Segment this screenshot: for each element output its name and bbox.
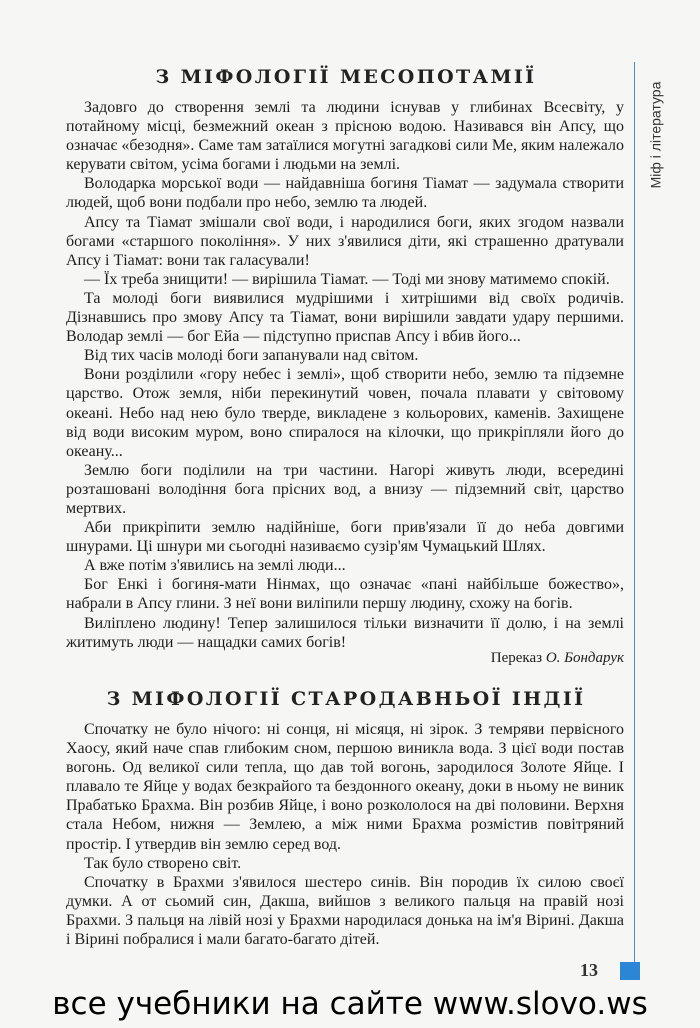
paragraph: Задовго до створення землі та людини існував у глибинах Всесвіту, у потайному місці, безмежний океан з прісною водою. Називався він Апсу, що означає «безодня». Саме там затаїлися могутні загадкові сили Ме, яким належало керувати світом, усіма богами і людьми на землі. <box>66 99 624 174</box>
page-marker <box>620 962 640 980</box>
retelling-credit <box>66 650 624 667</box>
paragraph: Бог Енкі і богиня-мати Нінмах, що означає «пані найбільше божество», набрали в Апсу глини. З неї вони виліпили першу людину, схожу на богів. <box>66 576 624 613</box>
page-number: 13 <box>580 960 598 980</box>
section-title-mesopotamia: З МІФОЛОГІЇ МЕСОПОТАМІЇ <box>155 66 537 88</box>
paragraph: Спочатку не було нічого: ні сонця, ні місяця, ні зірок. З темряви первісного Хаосу, який наче спав глибоким сном, першою виникла вода. З цієї води постав вогонь. Од великої сили тепла, що дав той вогонь, зародилося Золоте Яйце. І плавало те Яйце у водах безкрайого та бездонного океану, доки в ньому не виник Прабатько Брахма. Він розбив Яйце, і воно розкололося на дві половини. Верхня стала Небом, нижня — Землею, а між ними Брахма розмістив повітряний простір. І утвердив він землю серед вод. <box>66 721 624 853</box>
paragraph: Так було створено світ. <box>84 854 242 872</box>
paragraph: Від тих часів молоді боги запанували над світом. <box>84 347 419 365</box>
paragraph: Аби прикріпити землю надійніше, боги прив'язали її до неба довгими шнурами. Ці шнури ми сьогодні називаємо сузір'ям Чумацький Шлях. <box>66 519 624 556</box>
paragraph: Землю боги поділили на три частини. Нагорі живуть люди, всередині розташовані володіння бога прісних вод, а внизу — підземний світ, царство мертвих. <box>66 461 624 517</box>
paragraph: Вони розділили «гору небес і землі», щоб створити небо, землю та підземне царство. Отож земля, ніби перекинутий човен, почала плавати у світовому океані. Небо над нею було тверде, викладене з кольорових, каменів. Захищене від води високим муром, воно спиралося на кілочки, що прикріпляли його до океану... <box>66 366 624 460</box>
credit-author: О. Бондарук <box>545 650 624 666</box>
paragraph: — Їх треба знищити! — вирішила Тіамат. — Тоді ми знову матимемо спокій. <box>84 270 610 288</box>
footer-banner: все учебники на сайте www.slovo.ws <box>52 986 648 1022</box>
credit-prefix: Переказ <box>490 650 543 666</box>
paragraph: Виліплено людину! Тепер залишилося тільки визначити її долю, і на землі житимуть люди — нащадки самих богів! <box>66 614 624 651</box>
section-title-india: З МІФОЛОГІЇ СТАРОДАВНЬОЇ ІНДІЇ <box>106 688 586 710</box>
margin-rule <box>634 62 635 962</box>
paragraph: Володарка морської води — найдавніша богиня Тіамат — задумала створити людей, щоб вони подбали про небо, землю та людей. <box>66 175 624 212</box>
paragraph: А вже потім з'явились на землі люди... <box>84 557 346 575</box>
section-side-tab <box>640 60 670 210</box>
side-tab-label: Міф і література <box>647 81 663 189</box>
paragraph: Спочатку в Брахми з'явилося шестеро синів. Він породив їх силою своєї думки. А от сьомий син, Дакша, вийшов з великого пальця на правій нозі Брахми. З пальця на лівій нозі у Брахми народилася донька на ім'я Вірині. Дакша і Вірині побралися і мали багато-багато дітей. <box>66 873 624 949</box>
paragraph: Та молоді боги виявилися мудрішими і хитрішими від своїх родичів. Дізнавшись про змову Апсу та Тіамат, вони вирішили завдати удару першими. Володар землі — бог Ейа — підступно приспав Апсу і вбив його... <box>66 289 624 346</box>
india-story <box>66 720 624 949</box>
paragraph: Апсу та Тіамат змішали свої води, і народилися боги, яких згодом назвали богами «старшого покоління». У них з'явилися діти, які страшенно дратували Апсу і Тіамат: вони так галасували! <box>66 213 624 269</box>
mesopotamia-story <box>66 98 624 652</box>
